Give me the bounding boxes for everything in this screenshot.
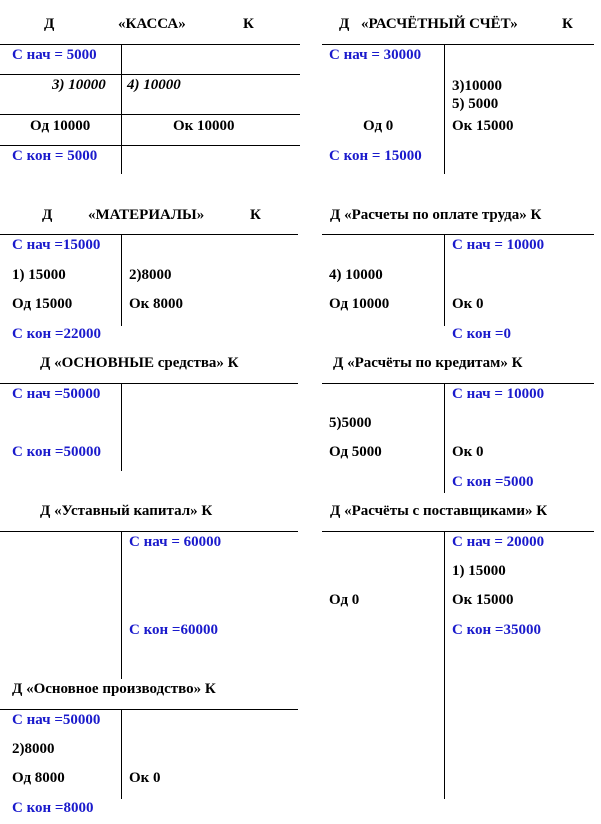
kassa-title: «КАССА» xyxy=(118,16,186,32)
postavshiki-divider xyxy=(444,531,445,799)
materialy-title: «МАТЕРИАЛЫ» xyxy=(88,207,205,223)
osnovnye-top-line xyxy=(0,383,298,384)
proizvodstvo-end-balance: С кон =8000 xyxy=(12,800,94,816)
krediti-start-balance: С нач = 10000 xyxy=(452,386,545,402)
krediti-end-balance: С кон =5000 xyxy=(452,474,534,490)
kassa-credit-entry: 4) 10000 xyxy=(127,77,181,93)
materialy-top-line xyxy=(0,234,298,235)
kassa-line-2 xyxy=(0,74,300,75)
ustavny-divider xyxy=(121,531,122,679)
postavshiki-debit-turnover: Од 0 xyxy=(329,592,360,608)
oplata-truda-credit-turnover: Ок 0 xyxy=(452,296,484,312)
postavshiki-credit-turnover: Ок 15000 xyxy=(452,592,514,608)
ustavny-top-line xyxy=(0,531,298,532)
osnovnye-start-balance: С нач =50000 xyxy=(12,386,101,402)
osnovnye-header: Д «ОСНОВНЫЕ средства» К xyxy=(40,355,239,371)
raschetny-top-line xyxy=(322,44,594,45)
raschetny-start-balance: С нач = 30000 xyxy=(329,47,422,63)
kassa-debit-label: Д xyxy=(44,16,55,32)
kassa-end-balance: С кон = 5000 xyxy=(12,148,98,164)
ustavny-header: Д «Уставный капитал» К xyxy=(40,503,213,519)
materialy-end-balance: С кон =22000 xyxy=(12,326,101,342)
kassa-credit-label: К xyxy=(243,16,254,32)
proizvodstvo-top-line xyxy=(0,709,298,710)
proizvodstvo-debit-entry: 2)8000 xyxy=(12,741,55,757)
postavshiki-start-balance: С нач = 20000 xyxy=(452,534,545,550)
ustavny-start-balance: С нач = 60000 xyxy=(129,534,222,550)
raschetny-credit-label: К xyxy=(562,16,573,32)
raschetny-title: «РАСЧЁТНЫЙ СЧЁТ» xyxy=(361,16,518,32)
oplata-truda-top-line xyxy=(322,234,594,235)
materialy-credit-turnover: Ок 8000 xyxy=(129,296,184,312)
oplata-truda-debit-entry: 4) 10000 xyxy=(329,267,383,283)
materialy-debit-label: Д xyxy=(42,207,53,223)
raschetny-credit-entry-2: 5) 5000 xyxy=(452,96,499,112)
oplata-truda-start-balance: С нач = 10000 xyxy=(452,237,545,253)
kassa-line-3 xyxy=(0,114,300,115)
oplata-truda-end-balance: С кон =0 xyxy=(452,326,511,342)
osnovnye-divider xyxy=(121,383,122,471)
krediti-top-line xyxy=(322,383,594,384)
proizvodstvo-credit-turnover: Ок 0 xyxy=(129,770,161,786)
raschetny-end-balance: С кон = 15000 xyxy=(329,148,422,164)
raschetny-divider xyxy=(444,44,445,174)
kassa-credit-turnover: Ок 10000 xyxy=(173,118,235,134)
osnovnye-end-balance: С кон =50000 xyxy=(12,444,101,460)
oplata-truda-divider xyxy=(444,234,445,326)
materialy-credit-label: К xyxy=(250,207,261,223)
raschetny-debit-turnover: Од 0 xyxy=(363,118,394,134)
kassa-debit-turnover: Од 10000 xyxy=(30,118,91,134)
raschetny-credit-entry-1: 3)10000 xyxy=(452,78,502,94)
ustavny-end-balance: С кон =60000 xyxy=(129,622,218,638)
oplata-truda-debit-turnover: Од 10000 xyxy=(329,296,390,312)
raschetny-credit-turnover: Ок 15000 xyxy=(452,118,514,134)
materialy-debit-turnover: Од 15000 xyxy=(12,296,73,312)
kassa-start-balance: С нач = 5000 xyxy=(12,47,97,63)
postavshiki-top-line xyxy=(322,531,594,532)
materialy-credit-entry: 2)8000 xyxy=(129,267,172,283)
postavshiki-credit-entry: 1) 15000 xyxy=(452,563,506,579)
postavshiki-end-balance: С кон =35000 xyxy=(452,622,541,638)
krediti-debit-entry: 5)5000 xyxy=(329,415,372,431)
materialy-divider xyxy=(121,234,122,326)
kassa-line-4 xyxy=(0,145,300,146)
krediti-header: Д «Расчёты по кредитам» К xyxy=(333,355,523,371)
proizvodstvo-debit-turnover: Од 8000 xyxy=(12,770,65,786)
proizvodstvo-header: Д «Основное производство» К xyxy=(12,681,216,697)
raschetny-debit-label: Д xyxy=(339,16,350,32)
materialy-debit-entry: 1) 15000 xyxy=(12,267,66,283)
proizvodstvo-start-balance: С нач =50000 xyxy=(12,712,101,728)
oplata-truda-header: Д «Расчеты по оплате труда» К xyxy=(330,207,542,223)
krediti-credit-turnover: Ок 0 xyxy=(452,444,484,460)
kassa-top-line xyxy=(0,44,300,45)
kassa-divider xyxy=(121,44,122,174)
proizvodstvo-divider xyxy=(121,709,122,799)
postavshiki-header: Д «Расчёты с поставщиками» К xyxy=(330,503,548,519)
materialy-start-balance: С нач =15000 xyxy=(12,237,101,253)
krediti-divider xyxy=(444,383,445,493)
krediti-debit-turnover: Од 5000 xyxy=(329,444,382,460)
kassa-debit-entry: 3) 10000 xyxy=(52,77,106,93)
